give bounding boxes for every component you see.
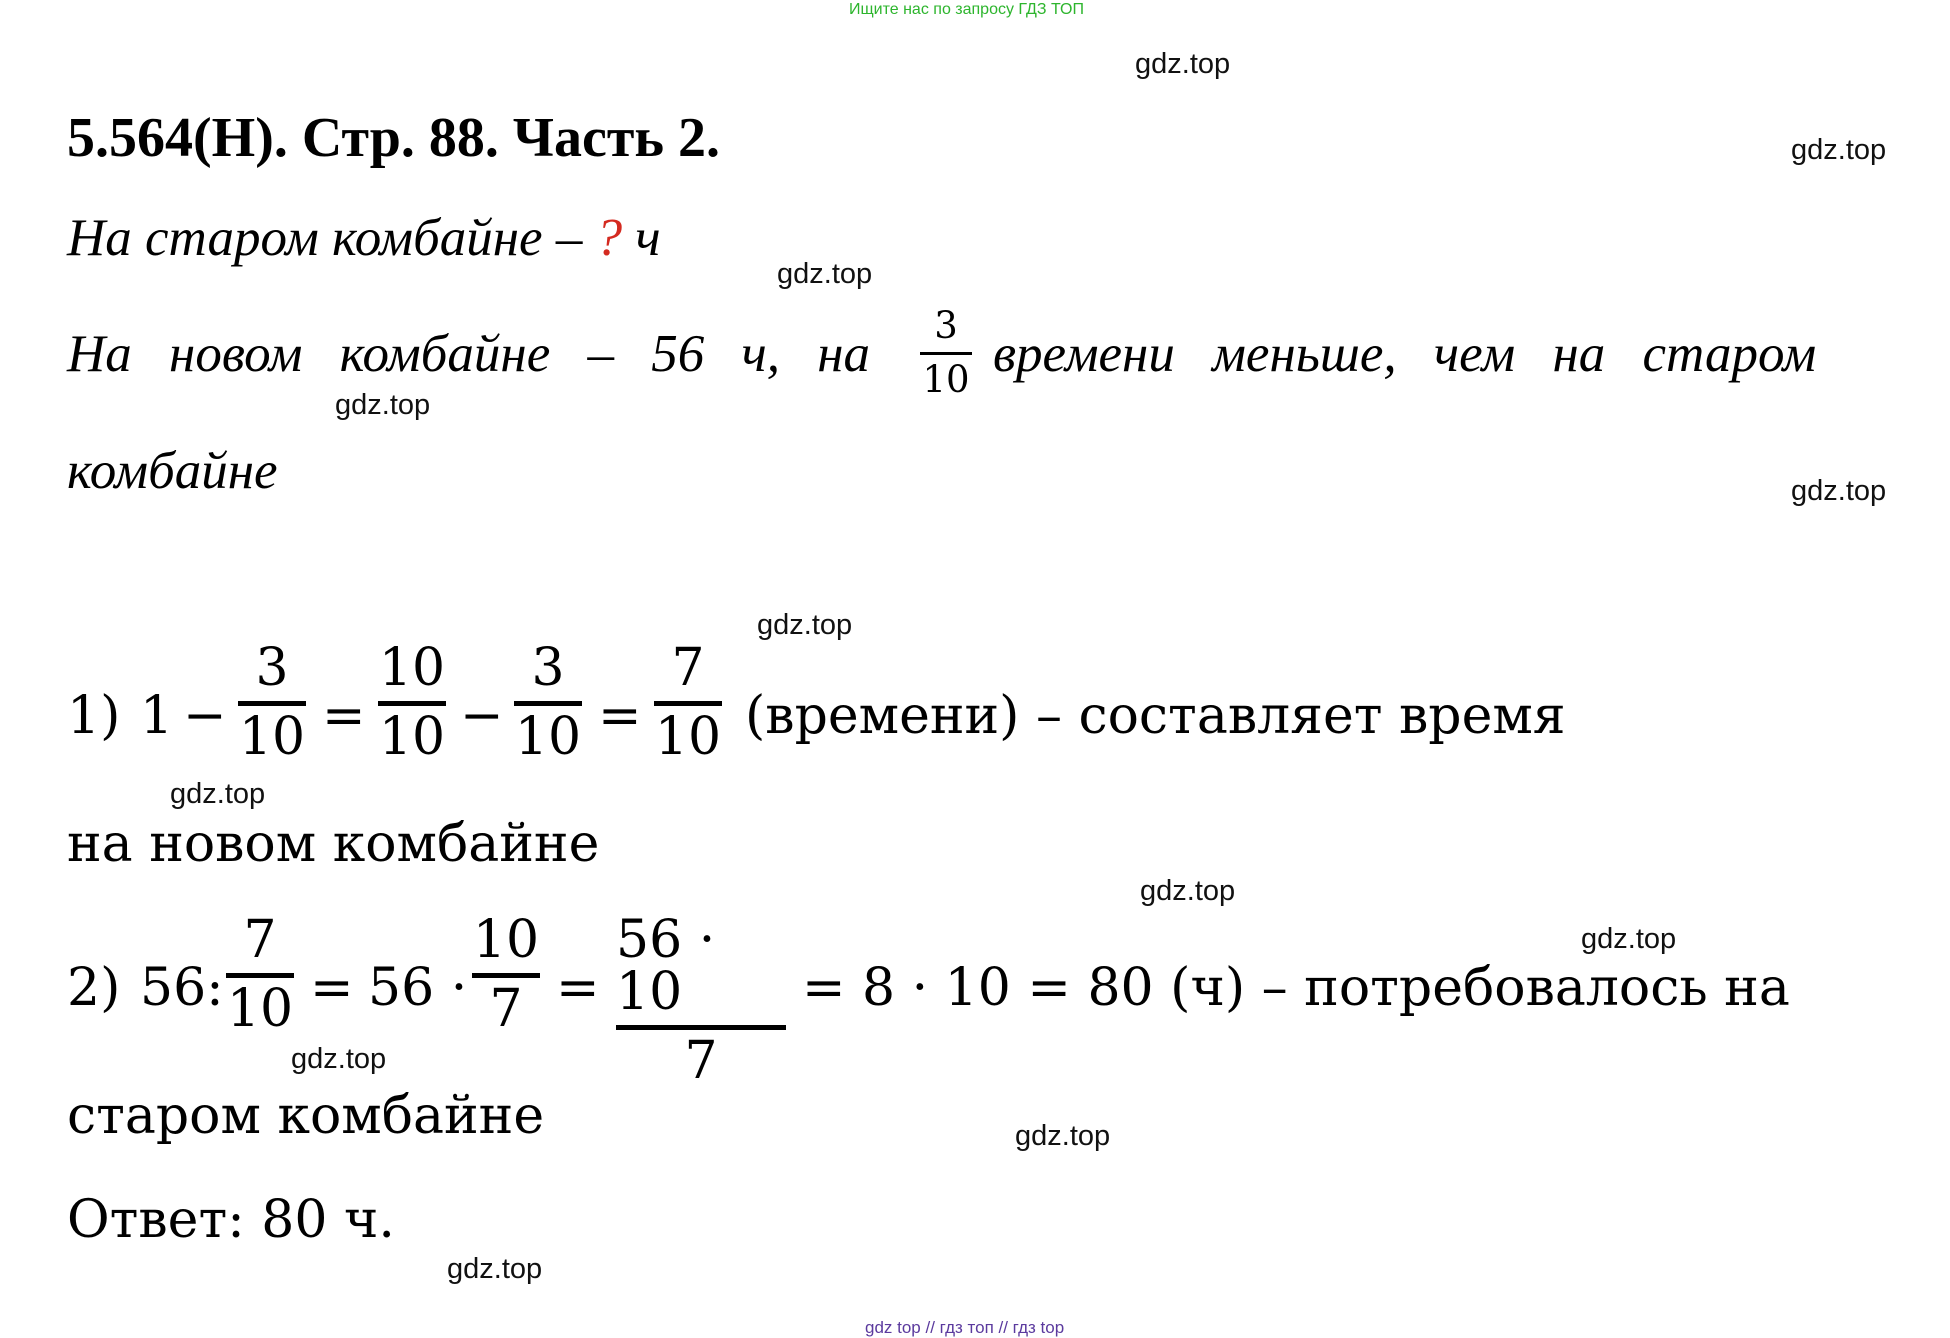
step-1-fraction-4 [654,638,722,767]
bottom-banner: gdz top // гдз топ // гдз top [865,1318,1065,1337]
fraction-bar [472,973,540,978]
step-1-fraction-1 [238,638,306,767]
fraction-bar [226,973,294,978]
fraction-bar [654,701,722,706]
step-2-result: 8 · 10 = 80 (ч) – потребовалось на [862,958,1790,1018]
condition-unit: ч [622,209,661,267]
condition-text: На старом комбайне – [67,209,596,267]
condition-line-2-start: На новом комбайне – 56 ч, на [67,325,871,383]
step-1-text-2: на новом комбайне [67,814,600,874]
question-mark: ? [595,209,623,267]
watermark: gdz.top [1791,475,1887,507]
fraction-bar [238,701,306,706]
condition-line-1 [67,208,661,268]
step-1-fraction-3 [514,638,582,767]
fraction-numerator: 3 [934,304,958,347]
fraction-bar [920,352,972,355]
fraction-denominator: 10 [654,707,722,767]
answer: Ответ: 80 ч. [67,1190,395,1250]
equals-sign: = [322,686,366,746]
watermark: gdz.top [1015,1120,1111,1152]
equals-sign: = [802,958,846,1018]
equals-sign: = [556,958,600,1018]
fraction-denominator: 7 [489,979,523,1039]
fraction-numerator: 3 [531,638,565,698]
problem-title: 5.564(Н). Стр. 88. Часть 2. [67,107,720,169]
fraction-numerator: 10 [378,638,446,698]
step-2-dividend: 56: [140,958,224,1018]
fraction-denominator: 10 [226,979,294,1039]
watermark: gdz.top [1791,134,1887,166]
minus-sign: − [460,686,504,746]
watermark: gdz.top [777,258,873,290]
step-2-fraction-2 [472,910,540,1039]
watermark: gdz.top [335,389,431,421]
step-2-multiplier: 56 · [368,958,468,1018]
fraction-numerator: 7 [243,910,277,970]
condition-line-3: комбайне [67,442,278,500]
fraction-denominator: 10 [922,358,970,401]
fraction-bar [616,1025,786,1030]
equals-sign: = [598,686,642,746]
condition-line-2-end: времени меньше, чем на старом [993,325,1817,383]
minus-sign: − [183,686,227,746]
step-1-fraction-2 [378,638,446,767]
top-banner: Ищите нас по запросу ГДЗ ТОП [849,1,1084,18]
fraction-numerator: 10 [472,910,540,970]
fraction-denominator: 10 [514,707,582,767]
watermark: gdz.top [447,1253,543,1285]
fraction-bar [514,701,582,706]
step-1-label: 1) [67,686,121,746]
watermark: gdz.top [1581,923,1677,955]
step-2-text-2: старом комбайне [67,1086,545,1146]
watermark: gdz.top [1135,48,1231,80]
fraction-denominator: 10 [378,707,446,767]
condition-fraction [920,304,972,401]
watermark: gdz.top [170,778,266,810]
step-2-fraction-1 [226,910,294,1039]
fraction-numerator: 3 [255,638,289,698]
step-1-one: 1 [140,686,174,746]
watermark: gdz.top [1140,875,1236,907]
fraction-numerator: 56 · 10 [616,910,716,1022]
fraction-denominator: 10 [238,707,306,767]
fraction-bar [378,701,446,706]
fraction-denominator: 7 [684,1031,718,1091]
step-2-fraction-3 [616,910,786,1091]
equals-sign: = [310,958,354,1018]
watermark: gdz.top [757,609,853,641]
watermark: gdz.top [291,1043,387,1075]
fraction-numerator: 7 [671,638,705,698]
step-1-text: (времени) – составляет время [745,686,1566,746]
step-2-label: 2) [67,958,121,1018]
